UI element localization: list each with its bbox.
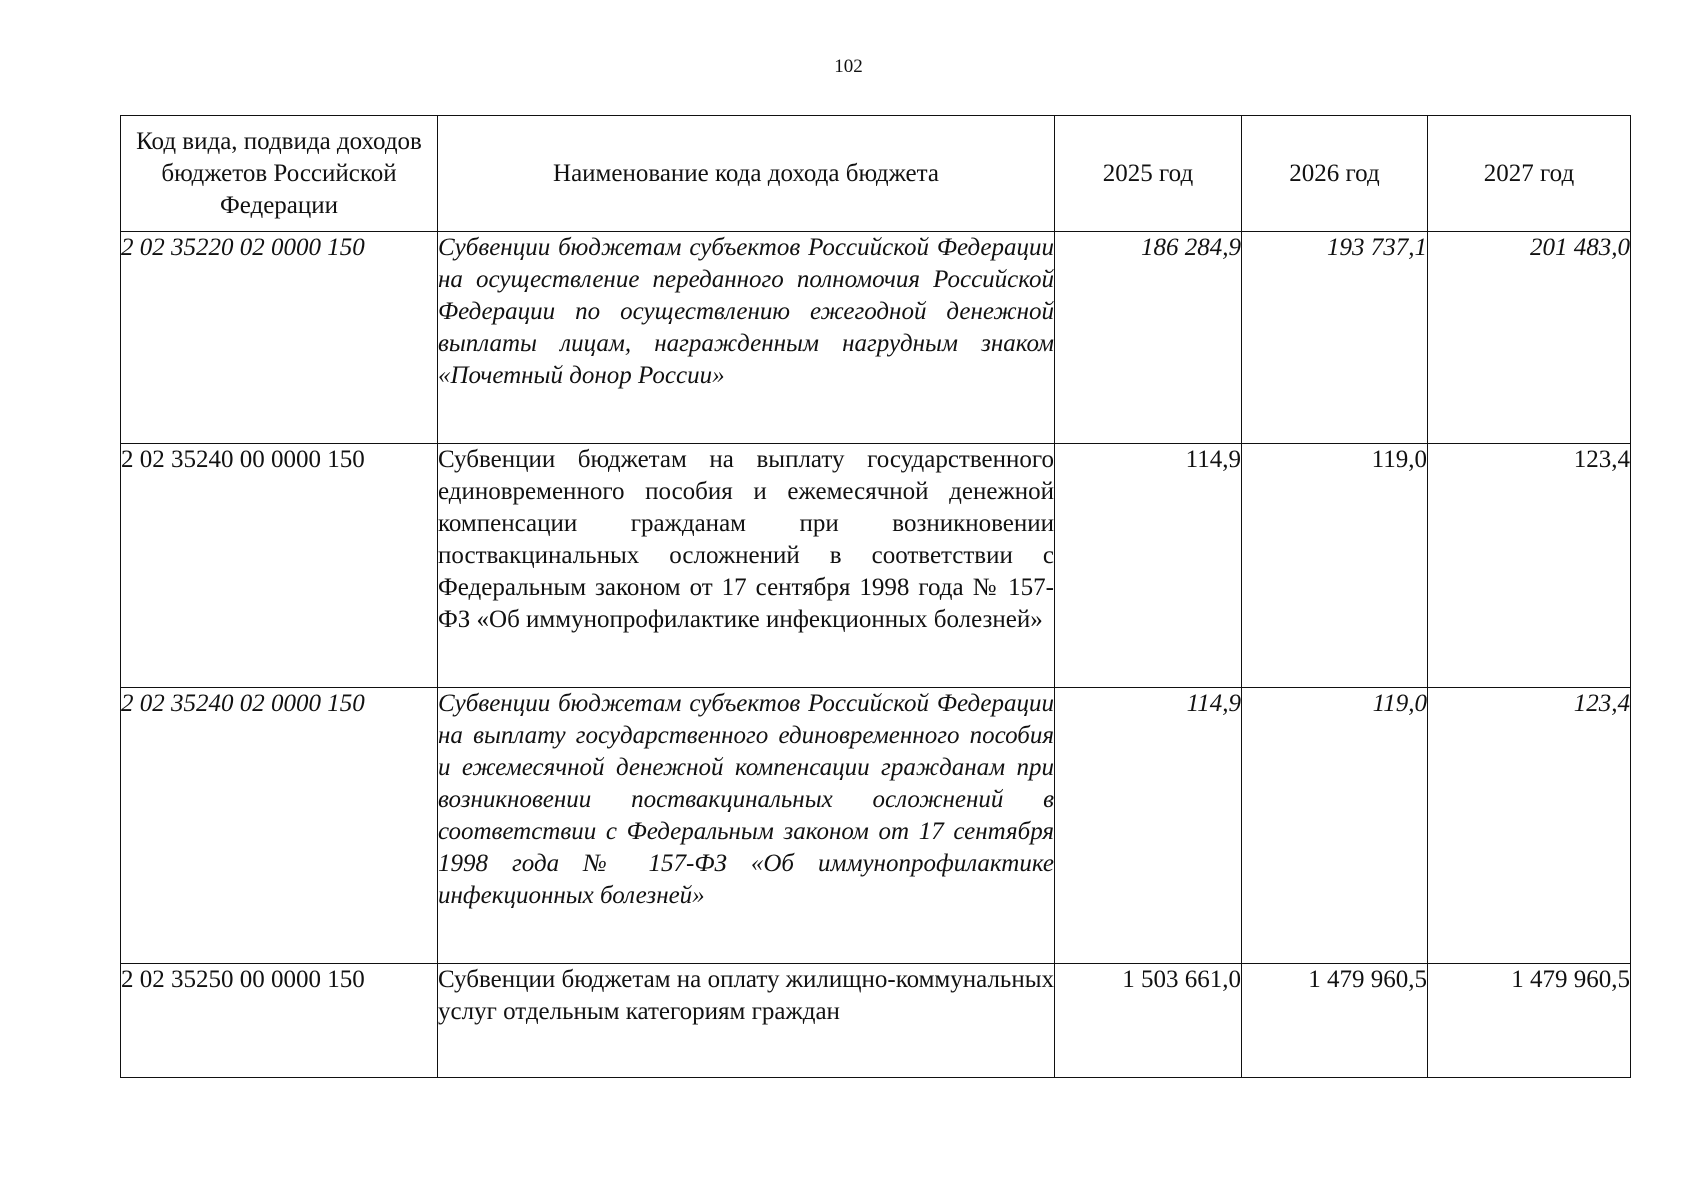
row-value-2025: 114,9 [1055, 688, 1242, 964]
row-value-2027: 123,4 [1428, 688, 1631, 964]
table-header-row [121, 116, 1631, 232]
row-code: 2 02 35240 00 0000 150 [121, 444, 438, 688]
page-number: 102 [834, 56, 863, 77]
row-code: 2 02 35220 02 0000 150 [121, 232, 438, 444]
header-2026: 2026 год [1242, 116, 1428, 232]
row-value-2026: 119,0 [1242, 688, 1428, 964]
budget-revenue-table [120, 115, 1631, 1078]
table-row [121, 964, 1631, 1078]
header-2025: 2025 год [1055, 116, 1242, 232]
row-value-2026: 193 737,1 [1242, 232, 1428, 444]
header-name: Наименование кода дохода бюджета [438, 116, 1055, 232]
table-row [121, 688, 1631, 964]
row-value-2027: 1 479 960,5 [1428, 964, 1631, 1078]
row-value-2025: 1 503 661,0 [1055, 964, 1242, 1078]
row-value-2026: 119,0 [1242, 444, 1428, 688]
row-code: 2 02 35240 02 0000 150 [121, 688, 438, 964]
row-value-2027: 201 483,0 [1428, 232, 1631, 444]
header-2027: 2027 год [1428, 116, 1631, 232]
row-name: Субвенции бюджетам на оплату жилищно-коммунальных услуг отдельным категориям граждан [438, 964, 1055, 1078]
table-row [121, 232, 1631, 444]
header-code: Код вида, подвида доходов бюджетов Российской Федерации [121, 116, 438, 232]
row-value-2026: 1 479 960,5 [1242, 964, 1428, 1078]
row-name: Субвенции бюджетам субъектов Российской Федерации на выплату государственного единовременного пособия и ежемесячной денежной компенсации гражданам при возникновении поствакцинальных осложнений в соответствии с Федеральным законом от 17 сентября 1998 года № 157-ФЗ «Об иммунопрофилактике инфекционных болезней» [438, 688, 1055, 964]
row-value-2027: 123,4 [1428, 444, 1631, 688]
row-name: Субвенции бюджетам на выплату государственного единовременного пособия и ежемесячной денежной компенсации гражданам при возникновении поствакцинальных осложнений в соответствии с Федеральным законом от 17 сентября 1998 года № 157-ФЗ «Об иммунопрофилактике инфекционных болезней» [438, 444, 1055, 688]
row-value-2025: 114,9 [1055, 444, 1242, 688]
row-code: 2 02 35250 00 0000 150 [121, 964, 438, 1078]
table-row [121, 444, 1631, 688]
row-value-2025: 186 284,9 [1055, 232, 1242, 444]
row-name: Субвенции бюджетам субъектов Российской Федерации на осуществление переданного полномочия Российской Федерации по осуществлению ежегодной денежной выплаты лицам, награжденным нагрудным знаком «Почетный донор России» [438, 232, 1055, 444]
